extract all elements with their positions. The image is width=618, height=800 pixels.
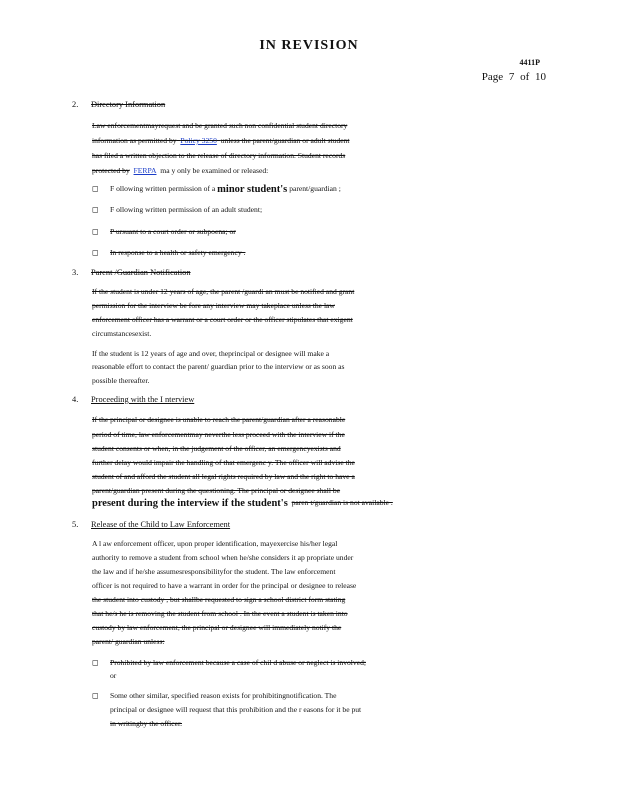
section-title: Release of the Child to Law Enforcement	[91, 520, 231, 529]
text-line: present during the interview if the student's paren t/guardian is not available .	[92, 498, 393, 509]
section-number: 3.	[72, 268, 79, 277]
list-item: Some other similar, specified reason exists for prohibitingnotification. The	[110, 691, 337, 700]
text-line: A l aw enforcement officer, upon proper identification, mayexercise his/her legal	[92, 539, 338, 548]
text-line: parent/guardian present during the questioning. The principal or designee shall be	[92, 486, 341, 495]
checkbox-bullet-icon: ◻	[92, 691, 99, 700]
text-line: has filed a written objection to the release of directory information. Student records	[92, 151, 346, 160]
text-line: the law and if he/she assumesresponsibilityfor the student. The law enforcement	[92, 567, 336, 576]
text-line: officer is not required to have a warrant in order for the principal or designee to release	[92, 581, 357, 590]
list-item-continuation: in writingby the officer.	[110, 719, 182, 728]
policy-link[interactable]: Policy 3250	[180, 136, 217, 145]
list-item-continuation: principal or designee will request that this prohibition and the r easons for it be put	[110, 705, 362, 714]
text-line: authority to remove a student from school when he/she considers it ap propriate under	[92, 553, 354, 562]
section-title: Proceeding with the I nterview	[91, 395, 195, 404]
text-line: protected by FERPA ma y only be examined or released:	[92, 166, 269, 175]
text-line: reasonable effort to contact the parent/ guardian prior to the interview or as soon as	[92, 362, 345, 371]
list-item: Prohibited by law enforcement because a case of chil d abuse or neglect is involved;	[110, 658, 366, 667]
text-line: further delay would impair the handling of that emergenc y. The officer will advise the	[92, 458, 355, 467]
list-item: F ollowing written permission of an adult student;	[110, 205, 263, 214]
page-title: IN REVISION	[259, 38, 359, 53]
text-line: student of and afford the student all legal rights required by law and the right to have a	[92, 472, 355, 481]
text-line: period of time, law enforcementmay neverthe less proceed with the interview if the	[92, 430, 345, 439]
text-line: possible thereafter.	[92, 376, 150, 385]
text-line: If the student is under 12 years of age, the parent /guardi an must be notified and grant	[92, 287, 355, 296]
ferpa-link[interactable]: FERPA	[133, 166, 157, 175]
page-number: Page 7 of 10	[481, 71, 546, 83]
text-line: If the principal or designee is unable to reach the parent/guardian after a reasonable	[92, 415, 346, 424]
text-line: the student into custody , but shallbe requested to sign a school district form stating	[92, 595, 346, 604]
text-line: that he/s he is removing the student from school . In the event a student is taken into	[92, 609, 348, 618]
list-item: In response to a health or safety emergency .	[110, 248, 246, 257]
checkbox-bullet-icon: ◻	[92, 658, 99, 667]
checkbox-bullet-icon: ◻	[92, 205, 99, 214]
text-line: permission for the interview be fore any interview may takeplace unless the law	[92, 301, 335, 310]
text-line: If the student is 12 years of age and over, theprincipal or designee will make a	[92, 349, 330, 358]
section-title: Parent /Guardian Notification	[91, 268, 191, 277]
policy-code: 4411P	[519, 58, 540, 67]
list-item: F ollowing written permission of a minor student's parent/guardian ;	[110, 184, 341, 195]
section-title: Directory Information	[91, 100, 166, 109]
section-number: 5.	[72, 520, 79, 529]
checkbox-bullet-icon: ◻	[92, 227, 99, 236]
list-item: P ursuant to a court order or subpoena; or	[110, 227, 236, 236]
section-number: 4.	[72, 395, 79, 404]
list-item-continuation: or	[110, 671, 117, 680]
text-line: parent/ guardian unless:	[92, 637, 165, 646]
section-number: 2.	[72, 100, 79, 109]
text-line: information as permitted by Policy 3250 unless the parent/guardian or adult student	[92, 136, 350, 145]
text-line: circumstancesexist.	[92, 329, 152, 338]
checkbox-bullet-icon: ◻	[92, 248, 99, 257]
text-line: enforcement officer has a warrant or a court order or the officer stipulates that exigent	[92, 315, 353, 324]
text-line: student consents or when, in the judgement of the officer, an emergencyexists and	[92, 444, 341, 453]
text-line: custody by law enforcement, the principal or designee will immediately notify the	[92, 623, 342, 632]
checkbox-bullet-icon: ◻	[92, 184, 99, 193]
text-line: Law enforcementmayrequest and be granted such non confidential student directory	[92, 121, 348, 130]
